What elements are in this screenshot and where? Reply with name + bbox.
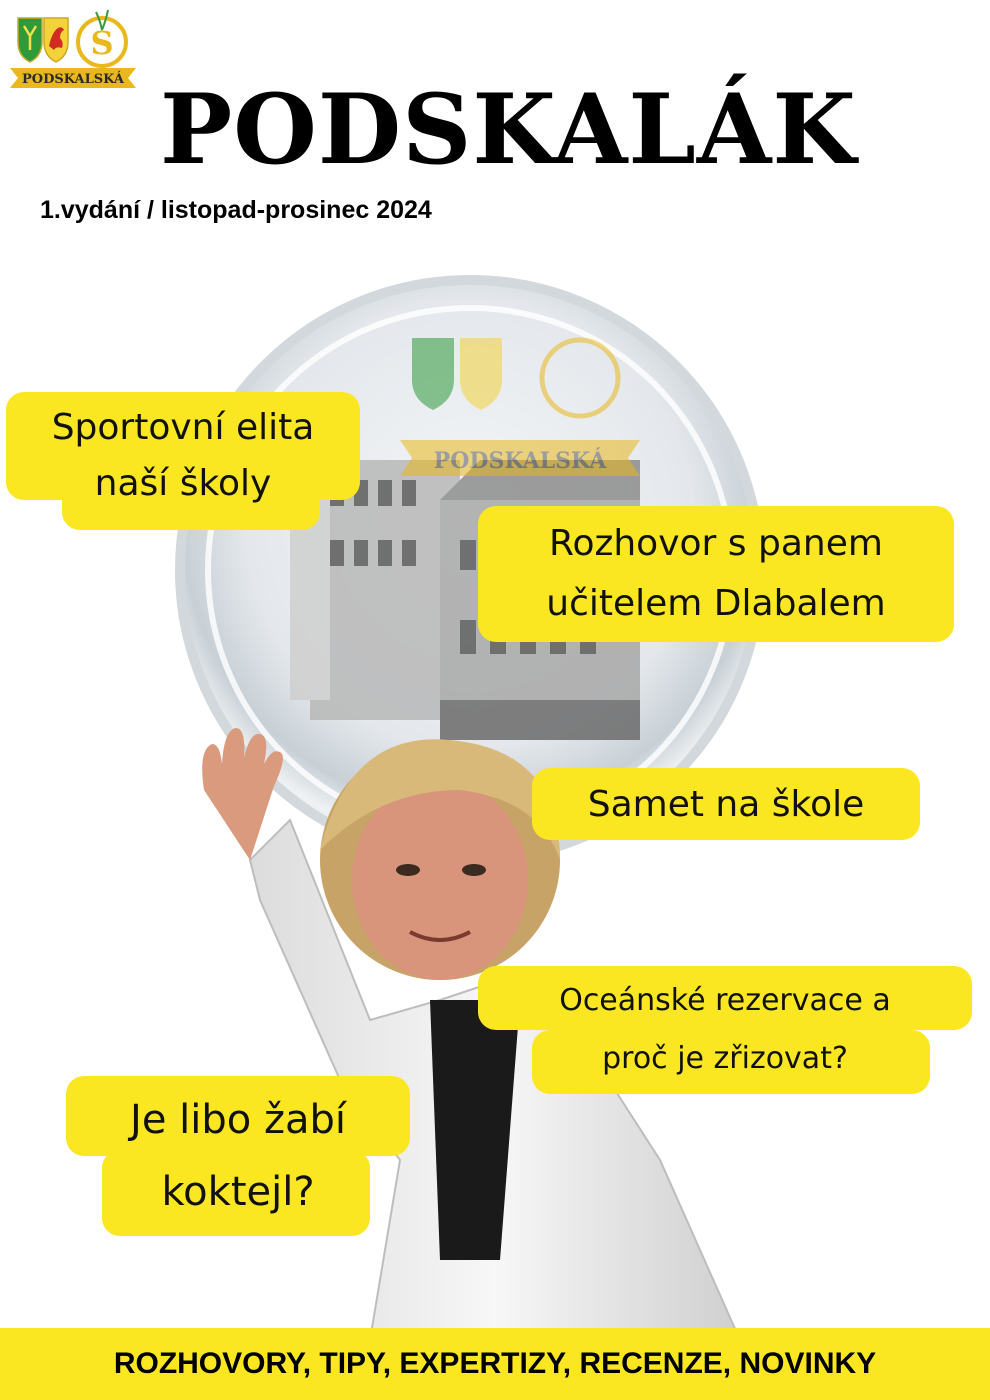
footer-banner <box>0 1328 990 1400</box>
headline-1 <box>6 392 360 530</box>
headline-3 <box>532 768 920 840</box>
headline-2-line-2: učitelem Dlabalem <box>546 583 886 624</box>
headline-4 <box>478 966 972 1094</box>
magazine-title: PODSKALÁK <box>160 73 857 186</box>
headline-2 <box>478 506 954 642</box>
logo-label: PODSKALSKÁ <box>21 72 125 87</box>
headline-4-line-2: proč je zřizovat? <box>602 1041 848 1076</box>
headline-5-line-2: koktejl? <box>161 1169 315 1215</box>
svg-text:S: S <box>90 24 114 62</box>
issue-info: 1.vydání / listopad-prosinec 2024 <box>40 196 432 224</box>
headline-5 <box>66 1076 410 1236</box>
headline-5-line-1: Je libo žabí <box>130 1097 346 1143</box>
school-logo <box>8 6 138 96</box>
headline-1-line-1: Sportovní elita <box>51 407 315 448</box>
watermark-label: PODSKALSKÁ <box>433 448 607 474</box>
headline-1-line-2: naší školy <box>94 463 272 504</box>
headline-2-line-1: Rozhovor s panem <box>549 523 883 564</box>
footer-text: ROZHOVORY, TIPY, EXPERTIZY, RECENZE, NOVINKY <box>113 1347 877 1380</box>
headline-3-line-1: Samet na škole <box>587 783 865 825</box>
headline-4-line-1: Oceánské rezervace a <box>559 983 891 1018</box>
